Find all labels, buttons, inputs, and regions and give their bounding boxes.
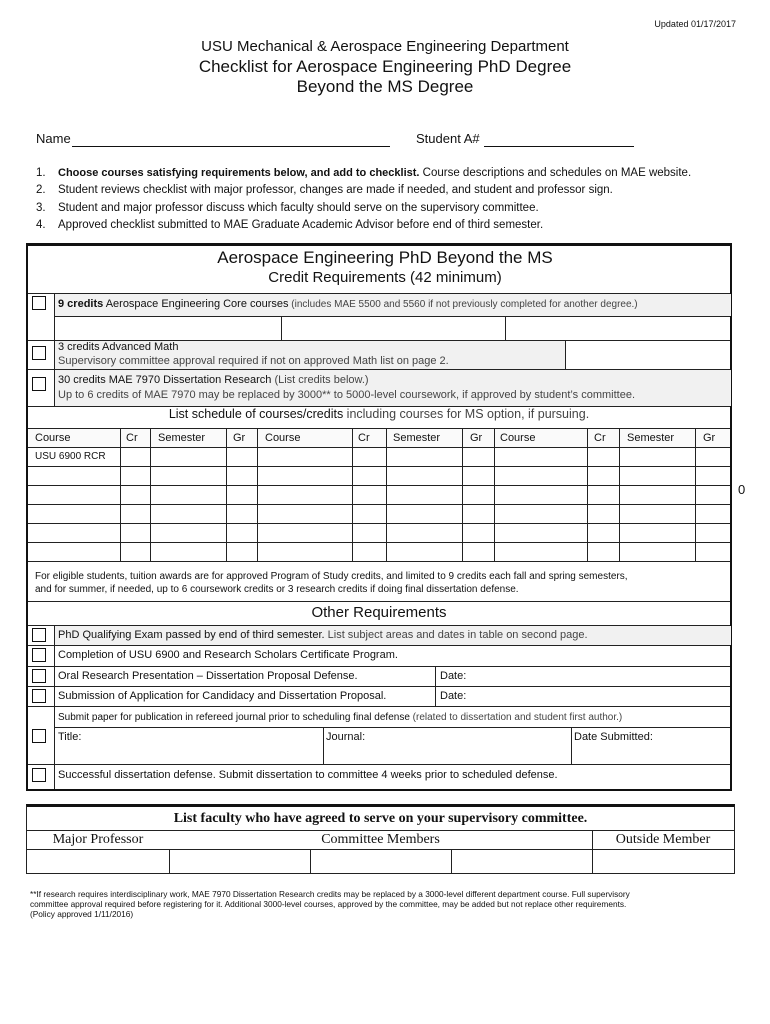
outside-member-header: Outside Member	[615, 832, 711, 847]
side-value: 0	[738, 482, 746, 497]
credit-section-title: Aerospace Engineering PhD Beyond the MS	[217, 248, 553, 267]
name-input[interactable]	[72, 146, 390, 147]
paper-title-label: Title:	[58, 731, 82, 743]
oral-presentation-checkbox[interactable]	[32, 669, 46, 683]
dissertation-checkbox[interactable]	[32, 377, 46, 391]
committee-member-2-input[interactable]	[313, 852, 448, 870]
credit-section-subtitle: Credit Requirements (42 minimum)	[268, 269, 502, 286]
col-course-2: Course	[265, 432, 301, 444]
committee-member-3-input[interactable]	[454, 852, 589, 870]
submission-date-input[interactable]	[475, 688, 725, 704]
math-note: Supervisory committee approval required if not on approved Math list on page 2.	[58, 355, 449, 367]
committee-member-1-input[interactable]	[172, 852, 307, 870]
outside-member-input[interactable]	[595, 852, 731, 870]
name-label: Name	[36, 131, 71, 146]
submission-text: Submission of Application for Candidacy and Dissertation Proposal.	[58, 690, 387, 702]
step-3: 3. Student and major professor discuss which faculty should serve on the supervisory committee.	[36, 201, 539, 214]
col-gr-1: Gr	[233, 432, 246, 444]
paper-title-input[interactable]	[92, 730, 318, 760]
step-2: 2. Student reviews checklist with major professor, changes are made if needed, and student and professor sign.	[36, 184, 613, 197]
footnote-line2: committee approval required before registering for it. Additional 3000-level courses, approved by the committee, may be added but not replace other requirements.	[30, 899, 627, 909]
oral-presentation-text: Oral Research Presentation – Dissertation Proposal Defense.	[58, 670, 358, 682]
oral-date-input[interactable]	[475, 668, 725, 684]
tuition-note-line1: For eligible students, tuition awards are for approved Program of Study credits, and limited to 9 credits each fall and spring semesters,	[35, 571, 628, 582]
tuition-note-line2: and for summer, if needed, up to 6 coursework credits or 3 research credits if doing final dissertation defense.	[35, 584, 519, 595]
col-semester-1: Semester	[158, 432, 206, 444]
core-courses-text: 9 credits Aerospace Engineering Core courses (includes MAE 5500 and 5560 if not previously completed for another degree.)	[58, 298, 638, 310]
step-4: 4. Approved checklist submitted to MAE Graduate Academic Advisor before end of third semester.	[36, 218, 544, 231]
core-course-entry-1[interactable]	[60, 319, 276, 337]
footnote-line3: (Policy approved 1/11/2016)	[30, 909, 134, 919]
student-id-input[interactable]	[484, 146, 634, 147]
oral-date-label: Date:	[440, 670, 467, 682]
dissertation-note: Up to 6 credits of MAE 7970 may be replaced by 3000** to 5000-level coursework, if approved by student’s committee.	[58, 389, 635, 401]
name-field-row	[36, 131, 71, 146]
math-course-entry[interactable]	[570, 344, 725, 364]
journal-input[interactable]	[372, 730, 566, 760]
col-cr-3: Cr	[594, 432, 606, 444]
dissertation-label: 30 credits MAE 7970 Dissertation Research (List credits below.)	[58, 374, 369, 386]
col-course-3: Course	[500, 432, 536, 444]
col-semester-3: Semester	[627, 432, 675, 444]
qualifying-exam-checkbox[interactable]	[32, 628, 46, 642]
col-semester-2: Semester	[393, 432, 441, 444]
completion-checkbox[interactable]	[32, 648, 46, 662]
footnote-line1: **If research requires interdisciplinary work, MAE 7970 Dissertation Research credits may be replaced by a 3000-level different department course. Full supervisory	[30, 889, 630, 899]
instruction-steps	[36, 165, 691, 234]
completion-text: Completion of USU 6900 and Research Scholars Certificate Program.	[58, 649, 398, 661]
publication-text: Submit paper for publication in refereed journal prior to scheduling final defense (related to dissertation and student first author.)	[58, 712, 623, 723]
faculty-title: List faculty who have agreed to serve on your supervisory committee.	[173, 811, 588, 826]
schedule-label: List schedule of courses/credits including courses for MS option, if pursuing.	[168, 407, 590, 421]
publication-checkbox[interactable]	[32, 729, 46, 743]
page-title: Checklist for Aerospace Engineering PhD Degree	[198, 57, 572, 76]
course-cell[interactable]: USU 6900 RCR	[35, 451, 106, 462]
math-checkbox[interactable]	[32, 346, 46, 360]
core-checkbox[interactable]	[32, 296, 46, 310]
core-course-entry-3[interactable]	[509, 319, 725, 337]
col-cr-2: Cr	[358, 432, 370, 444]
core-course-entry-2[interactable]	[285, 319, 501, 337]
updated-date: Updated 01/17/2017	[654, 19, 736, 29]
other-requirements-title: Other Requirements	[311, 604, 447, 621]
journal-label: Journal:	[326, 731, 366, 743]
col-cr-1: Cr	[126, 432, 138, 444]
committee-members-header: Committee Members	[321, 832, 440, 847]
page-subtitle: Beyond the MS Degree	[296, 77, 474, 96]
col-gr-3: Gr	[703, 432, 716, 444]
major-professor-header: Major Professor	[52, 832, 144, 847]
submission-checkbox[interactable]	[32, 689, 46, 703]
major-professor-input[interactable]	[30, 852, 166, 870]
student-id-label: Student A#	[416, 131, 480, 146]
step-1: 1. Choose courses satisfying requirements below, and add to checklist. Course descriptions and schedules on MAE website.	[36, 167, 692, 179]
qualifying-exam-text: PhD Qualifying Exam passed by end of third semester. List subject areas and dates in table on second page.	[58, 629, 588, 641]
submission-date-label: Date:	[440, 690, 467, 702]
defense-text: Successful dissertation defense. Submit dissertation to committee 4 weeks prior to scheduled defense.	[58, 769, 558, 781]
col-course-1: Course	[35, 432, 71, 444]
defense-checkbox[interactable]	[32, 768, 46, 782]
department-name: USU Mechanical & Aerospace Engineering Department	[201, 38, 569, 55]
math-label: 3 credits Advanced Math	[58, 341, 179, 353]
col-gr-2: Gr	[470, 432, 483, 444]
date-submitted-label: Date Submitted:	[574, 731, 653, 743]
